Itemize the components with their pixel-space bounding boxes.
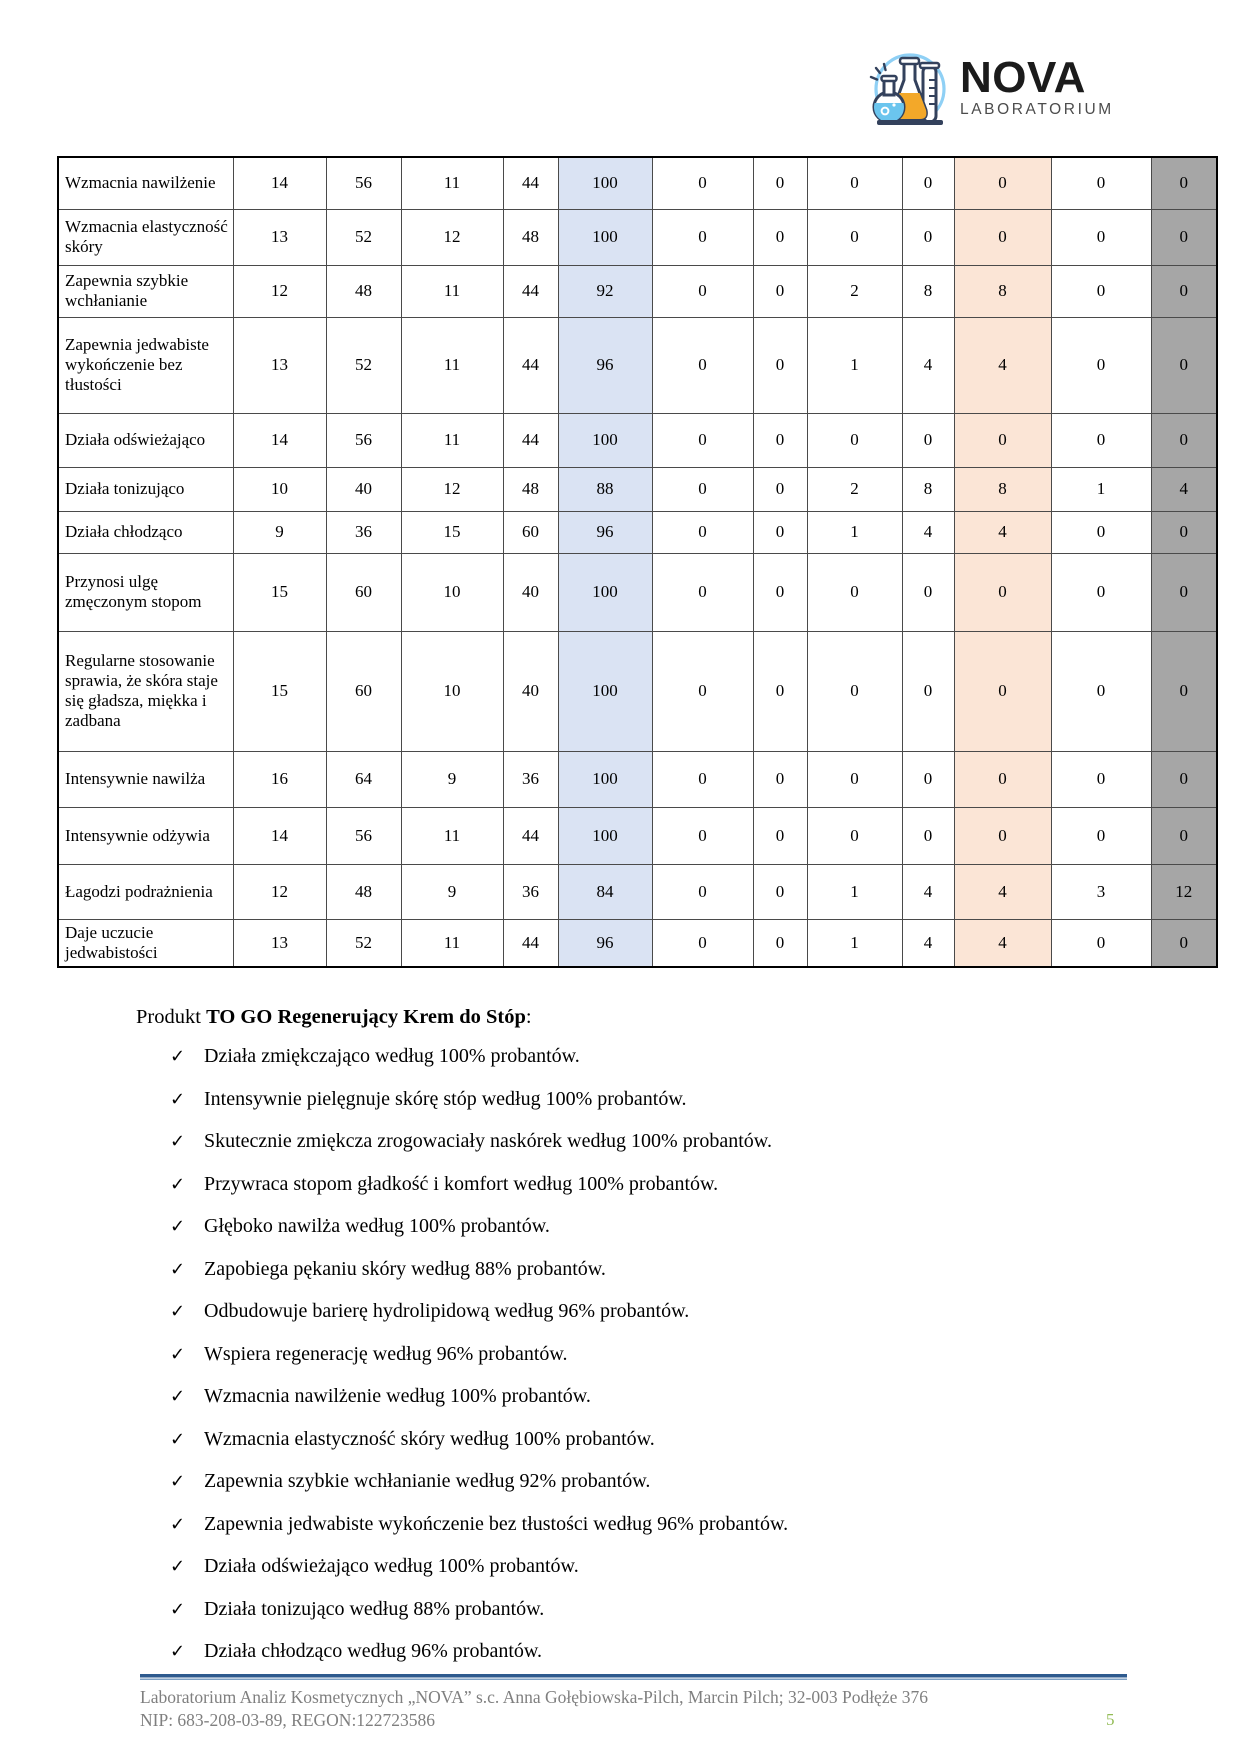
value-cell: 0 (902, 751, 954, 807)
value-cell: 4 (902, 864, 954, 919)
checkmark-icon: ✓ (170, 1428, 186, 1450)
value-cell: 100 (558, 413, 652, 467)
logo (868, 50, 1114, 130)
checkmark-icon: ✓ (170, 1386, 186, 1407)
value-cell: 3 (1051, 864, 1151, 919)
value-cell: 11 (401, 807, 503, 864)
value-cell: 0 (652, 631, 753, 751)
benefit-item (170, 1299, 1120, 1325)
benefit-item (170, 1214, 1120, 1240)
value-cell: 9 (233, 511, 326, 553)
value-cell: 44 (503, 265, 558, 317)
value-cell: 0 (954, 553, 1051, 631)
value-cell: 10 (233, 467, 326, 511)
value-cell: 96 (558, 317, 652, 413)
value-cell: 0 (807, 751, 902, 807)
value-cell: 88 (558, 467, 652, 511)
results-table (57, 156, 1218, 968)
benefit-text: Skutecznie zmiękcza zrogowaciały naskórek według 100% probantów. (204, 1130, 772, 1152)
value-cell: 0 (807, 553, 902, 631)
value-cell: 0 (652, 317, 753, 413)
value-cell: 0 (1151, 265, 1217, 317)
value-cell: 0 (652, 751, 753, 807)
value-cell: 96 (558, 511, 652, 553)
table-row (58, 413, 1217, 467)
lab-flasks-icon (868, 50, 952, 130)
value-cell: 0 (1151, 511, 1217, 553)
benefit-item (170, 1384, 1120, 1410)
value-cell: 4 (1151, 467, 1217, 511)
value-cell: 48 (503, 467, 558, 511)
value-cell: 0 (1051, 751, 1151, 807)
value-cell: 0 (954, 413, 1051, 467)
value-cell: 100 (558, 209, 652, 265)
value-cell: 40 (503, 631, 558, 751)
benefit-item (170, 1342, 1120, 1368)
checkmark-icon: ✓ (170, 1343, 186, 1365)
value-cell: 0 (753, 467, 807, 511)
value-cell: 0 (1151, 157, 1217, 209)
value-cell: 44 (503, 157, 558, 209)
value-cell: 15 (401, 511, 503, 553)
value-cell: 0 (902, 807, 954, 864)
value-cell: 60 (503, 511, 558, 553)
value-cell: 60 (326, 553, 401, 631)
value-cell: 0 (1051, 919, 1151, 967)
value-cell: 48 (326, 265, 401, 317)
value-cell: 14 (233, 807, 326, 864)
value-cell: 0 (902, 413, 954, 467)
value-cell: 0 (1051, 807, 1151, 864)
checkmark-icon: ✓ (170, 1556, 186, 1577)
value-cell: 0 (753, 807, 807, 864)
value-cell: 0 (652, 209, 753, 265)
value-cell: 1 (807, 511, 902, 553)
row-label-cell: Działa tonizująco (58, 467, 233, 511)
value-cell: 1 (807, 864, 902, 919)
benefit-item (170, 1597, 1120, 1623)
value-cell: 4 (954, 511, 1051, 553)
row-label-cell: Zapewnia szybkie wchłanianie (58, 265, 233, 317)
value-cell: 52 (326, 317, 401, 413)
value-cell: 9 (401, 864, 503, 919)
benefit-text: Działa odświeżająco według 100% probantów. (204, 1555, 579, 1577)
value-cell: 100 (558, 631, 652, 751)
benefit-item (170, 1129, 1120, 1155)
value-cell: 52 (326, 919, 401, 967)
value-cell: 15 (233, 631, 326, 751)
value-cell: 0 (753, 413, 807, 467)
checkmark-icon: ✓ (170, 1598, 186, 1620)
value-cell: 8 (954, 467, 1051, 511)
value-cell: 14 (233, 413, 326, 467)
checkmark-icon: ✓ (170, 1131, 186, 1152)
value-cell: 48 (503, 209, 558, 265)
value-cell: 11 (401, 413, 503, 467)
footer-line2: NIP: 683-208-03-89, REGON:122723586 (140, 1710, 436, 1730)
value-cell: 0 (902, 209, 954, 265)
row-label-cell: Łagodzi podrażnienia (58, 864, 233, 919)
table-row (58, 751, 1217, 807)
benefit-text: Głęboko nawilża według 100% probantów. (204, 1215, 550, 1237)
logo-name: NOVA (960, 53, 1086, 102)
product-heading-prefix: Produkt (136, 1006, 207, 1028)
benefit-item (170, 1172, 1120, 1198)
value-cell: 52 (326, 209, 401, 265)
value-cell: 0 (954, 751, 1051, 807)
benefit-text: Odbudowuje barierę hydrolipidową według 96% probantów. (204, 1300, 690, 1322)
value-cell: 0 (652, 467, 753, 511)
footer-text (140, 1686, 1100, 1732)
value-cell: 0 (753, 631, 807, 751)
value-cell: 56 (326, 413, 401, 467)
benefit-text: Wzmacnia nawilżenie według 100% probantów. (204, 1385, 591, 1407)
value-cell: 11 (401, 265, 503, 317)
value-cell: 11 (401, 157, 503, 209)
value-cell: 0 (652, 919, 753, 967)
value-cell: 0 (753, 157, 807, 209)
row-label-cell: Wzmacnia nawilżenie (58, 157, 233, 209)
table-row (58, 157, 1217, 209)
value-cell: 0 (753, 265, 807, 317)
benefit-text: Zapewnia szybkie wchłanianie według 92% probantów. (204, 1470, 651, 1492)
benefit-text: Wzmacnia elastyczność skóry według 100% probantów. (204, 1427, 655, 1450)
value-cell: 0 (807, 209, 902, 265)
benefit-item (170, 1087, 1120, 1113)
checkmark-icon: ✓ (170, 1513, 186, 1535)
value-cell: 0 (954, 157, 1051, 209)
value-cell: 9 (401, 751, 503, 807)
checkmark-icon: ✓ (170, 1088, 186, 1110)
value-cell: 0 (954, 807, 1051, 864)
value-cell: 0 (807, 631, 902, 751)
checkmark-icon: ✓ (170, 1046, 186, 1067)
value-cell: 92 (558, 265, 652, 317)
value-cell: 13 (233, 209, 326, 265)
value-cell: 0 (753, 317, 807, 413)
benefit-text: Działa tonizująco według 88% probantów. (204, 1597, 545, 1620)
checkmark-icon: ✓ (170, 1301, 186, 1322)
value-cell: 44 (503, 317, 558, 413)
benefit-item (170, 1639, 1120, 1665)
value-cell: 0 (652, 807, 753, 864)
value-cell: 4 (954, 864, 1051, 919)
value-cell: 0 (1051, 631, 1151, 751)
table-row (58, 467, 1217, 511)
checkmark-icon: ✓ (170, 1471, 186, 1492)
value-cell: 12 (401, 467, 503, 511)
benefit-text: Intensywnie pielęgnuje skórę stóp według 100% probantów. (204, 1087, 687, 1110)
value-cell: 15 (233, 553, 326, 631)
value-cell: 0 (1151, 553, 1217, 631)
logo-subtitle: LABORATORIUM (960, 101, 1114, 118)
value-cell: 8 (902, 467, 954, 511)
table-row (58, 919, 1217, 967)
value-cell: 44 (503, 919, 558, 967)
value-cell: 0 (753, 751, 807, 807)
value-cell: 0 (753, 511, 807, 553)
value-cell: 0 (652, 511, 753, 553)
value-cell: 56 (326, 807, 401, 864)
value-cell: 0 (652, 553, 753, 631)
value-cell: 12 (401, 209, 503, 265)
value-cell: 0 (1051, 511, 1151, 553)
row-label-cell: Przynosi ulgę zmęczonym stopom (58, 553, 233, 631)
benefit-text: Zapewnia jedwabiste wykończenie bez tłustości według 96% probantów. (204, 1512, 789, 1535)
row-label-cell: Intensywnie odżywia (58, 807, 233, 864)
table-row (58, 317, 1217, 413)
value-cell: 0 (1051, 317, 1151, 413)
value-cell: 0 (1151, 413, 1217, 467)
value-cell: 0 (902, 553, 954, 631)
row-label-cell: Wzmacnia elastyczność skóry (58, 209, 233, 265)
value-cell: 11 (401, 317, 503, 413)
value-cell: 40 (503, 553, 558, 631)
row-label-cell: Działa chłodząco (58, 511, 233, 553)
row-label-cell: Daje uczucie jedwabistości (58, 919, 233, 967)
value-cell: 2 (807, 467, 902, 511)
value-cell: 1 (807, 919, 902, 967)
value-cell: 100 (558, 157, 652, 209)
value-cell: 13 (233, 919, 326, 967)
value-cell: 1 (1051, 467, 1151, 511)
value-cell: 11 (401, 919, 503, 967)
value-cell: 0 (652, 413, 753, 467)
value-cell: 44 (503, 807, 558, 864)
value-cell: 0 (902, 157, 954, 209)
row-label-cell: Intensywnie nawilża (58, 751, 233, 807)
table-row (58, 265, 1217, 317)
value-cell: 4 (954, 317, 1051, 413)
value-cell: 0 (753, 864, 807, 919)
value-cell: 0 (1151, 807, 1217, 864)
value-cell: 2 (807, 265, 902, 317)
value-cell: 0 (753, 553, 807, 631)
table-row (58, 864, 1217, 919)
value-cell: 36 (326, 511, 401, 553)
value-cell: 4 (902, 317, 954, 413)
value-cell: 100 (558, 807, 652, 864)
value-cell: 0 (753, 919, 807, 967)
value-cell: 0 (1151, 919, 1217, 967)
logo-text (960, 53, 1114, 119)
row-label-cell: Działa odświeżająco (58, 413, 233, 467)
value-cell: 100 (558, 553, 652, 631)
value-cell: 0 (1051, 157, 1151, 209)
value-cell: 48 (326, 864, 401, 919)
value-cell: 100 (558, 751, 652, 807)
value-cell: 14 (233, 157, 326, 209)
value-cell: 0 (1151, 209, 1217, 265)
value-cell: 0 (1051, 413, 1151, 467)
value-cell: 4 (902, 511, 954, 553)
footer-rule (140, 1674, 1127, 1680)
value-cell: 56 (326, 157, 401, 209)
value-cell: 60 (326, 631, 401, 751)
value-cell: 0 (902, 631, 954, 751)
checkmark-icon: ✓ (170, 1258, 186, 1280)
table-row (58, 553, 1217, 631)
benefit-text: Wspiera regenerację według 96% probantów. (204, 1342, 568, 1365)
value-cell: 4 (954, 919, 1051, 967)
value-cell: 96 (558, 919, 652, 967)
value-cell: 0 (1051, 265, 1151, 317)
checkmark-icon: ✓ (170, 1173, 186, 1195)
product-heading-colon: : (525, 1006, 532, 1028)
product-name: TO GO Regenerujący Krem do Stóp (206, 1006, 526, 1028)
page-number: 5 (1106, 1710, 1115, 1729)
benefit-list (170, 1044, 1120, 1682)
value-cell: 13 (233, 317, 326, 413)
value-cell: 0 (1151, 317, 1217, 413)
value-cell: 0 (954, 631, 1051, 751)
value-cell: 0 (1051, 209, 1151, 265)
benefit-text: Przywraca stopom gładkość i komfort według 100% probantów. (204, 1172, 719, 1195)
checkmark-icon: ✓ (170, 1216, 186, 1237)
benefit-item (170, 1469, 1120, 1495)
row-label-cell: Zapewnia jedwabiste wykończenie bez tłustości (58, 317, 233, 413)
product-heading (136, 1004, 532, 1030)
value-cell: 0 (1151, 751, 1217, 807)
value-cell: 0 (652, 265, 753, 317)
value-cell: 0 (954, 209, 1051, 265)
value-cell: 12 (233, 864, 326, 919)
value-cell: 1 (807, 317, 902, 413)
value-cell: 16 (233, 751, 326, 807)
value-cell: 8 (954, 265, 1051, 317)
value-cell: 36 (503, 864, 558, 919)
value-cell: 10 (401, 631, 503, 751)
footer-line1: Laboratorium Analiz Kosmetycznych „NOVA” s.c. Anna Gołębiowska-Pilch, Marcin Pilch; 32-003 Podłęże 376 (140, 1687, 928, 1707)
value-cell: 44 (503, 413, 558, 467)
benefit-item (170, 1044, 1120, 1070)
table-row (58, 511, 1217, 553)
benefit-item (170, 1512, 1120, 1538)
value-cell: 40 (326, 467, 401, 511)
benefit-item (170, 1427, 1120, 1453)
value-cell: 12 (233, 265, 326, 317)
value-cell: 0 (807, 157, 902, 209)
benefit-text: Działa zmiękczająco według 100% probantów. (204, 1045, 580, 1067)
benefit-text: Działa chłodząco według 96% probantów. (204, 1640, 543, 1662)
value-cell: 0 (807, 413, 902, 467)
value-cell: 0 (753, 209, 807, 265)
table-row (58, 209, 1217, 265)
benefit-item (170, 1554, 1120, 1580)
value-cell: 4 (902, 919, 954, 967)
value-cell: 0 (807, 807, 902, 864)
benefit-item (170, 1257, 1120, 1283)
value-cell: 12 (1151, 864, 1217, 919)
checkmark-icon: ✓ (170, 1641, 186, 1662)
value-cell: 8 (902, 265, 954, 317)
value-cell: 36 (503, 751, 558, 807)
value-cell: 84 (558, 864, 652, 919)
value-cell: 64 (326, 751, 401, 807)
value-cell: 10 (401, 553, 503, 631)
table-row (58, 807, 1217, 864)
table-row (58, 631, 1217, 751)
value-cell: 0 (652, 157, 753, 209)
row-label-cell: Regularne stosowanie sprawia, że skóra staje się gładsza, miękka i zadbana (58, 631, 233, 751)
value-cell: 0 (652, 864, 753, 919)
value-cell: 0 (1151, 631, 1217, 751)
benefit-text: Zapobiega pękaniu skóry według 88% probantów. (204, 1257, 606, 1280)
value-cell: 0 (1051, 553, 1151, 631)
